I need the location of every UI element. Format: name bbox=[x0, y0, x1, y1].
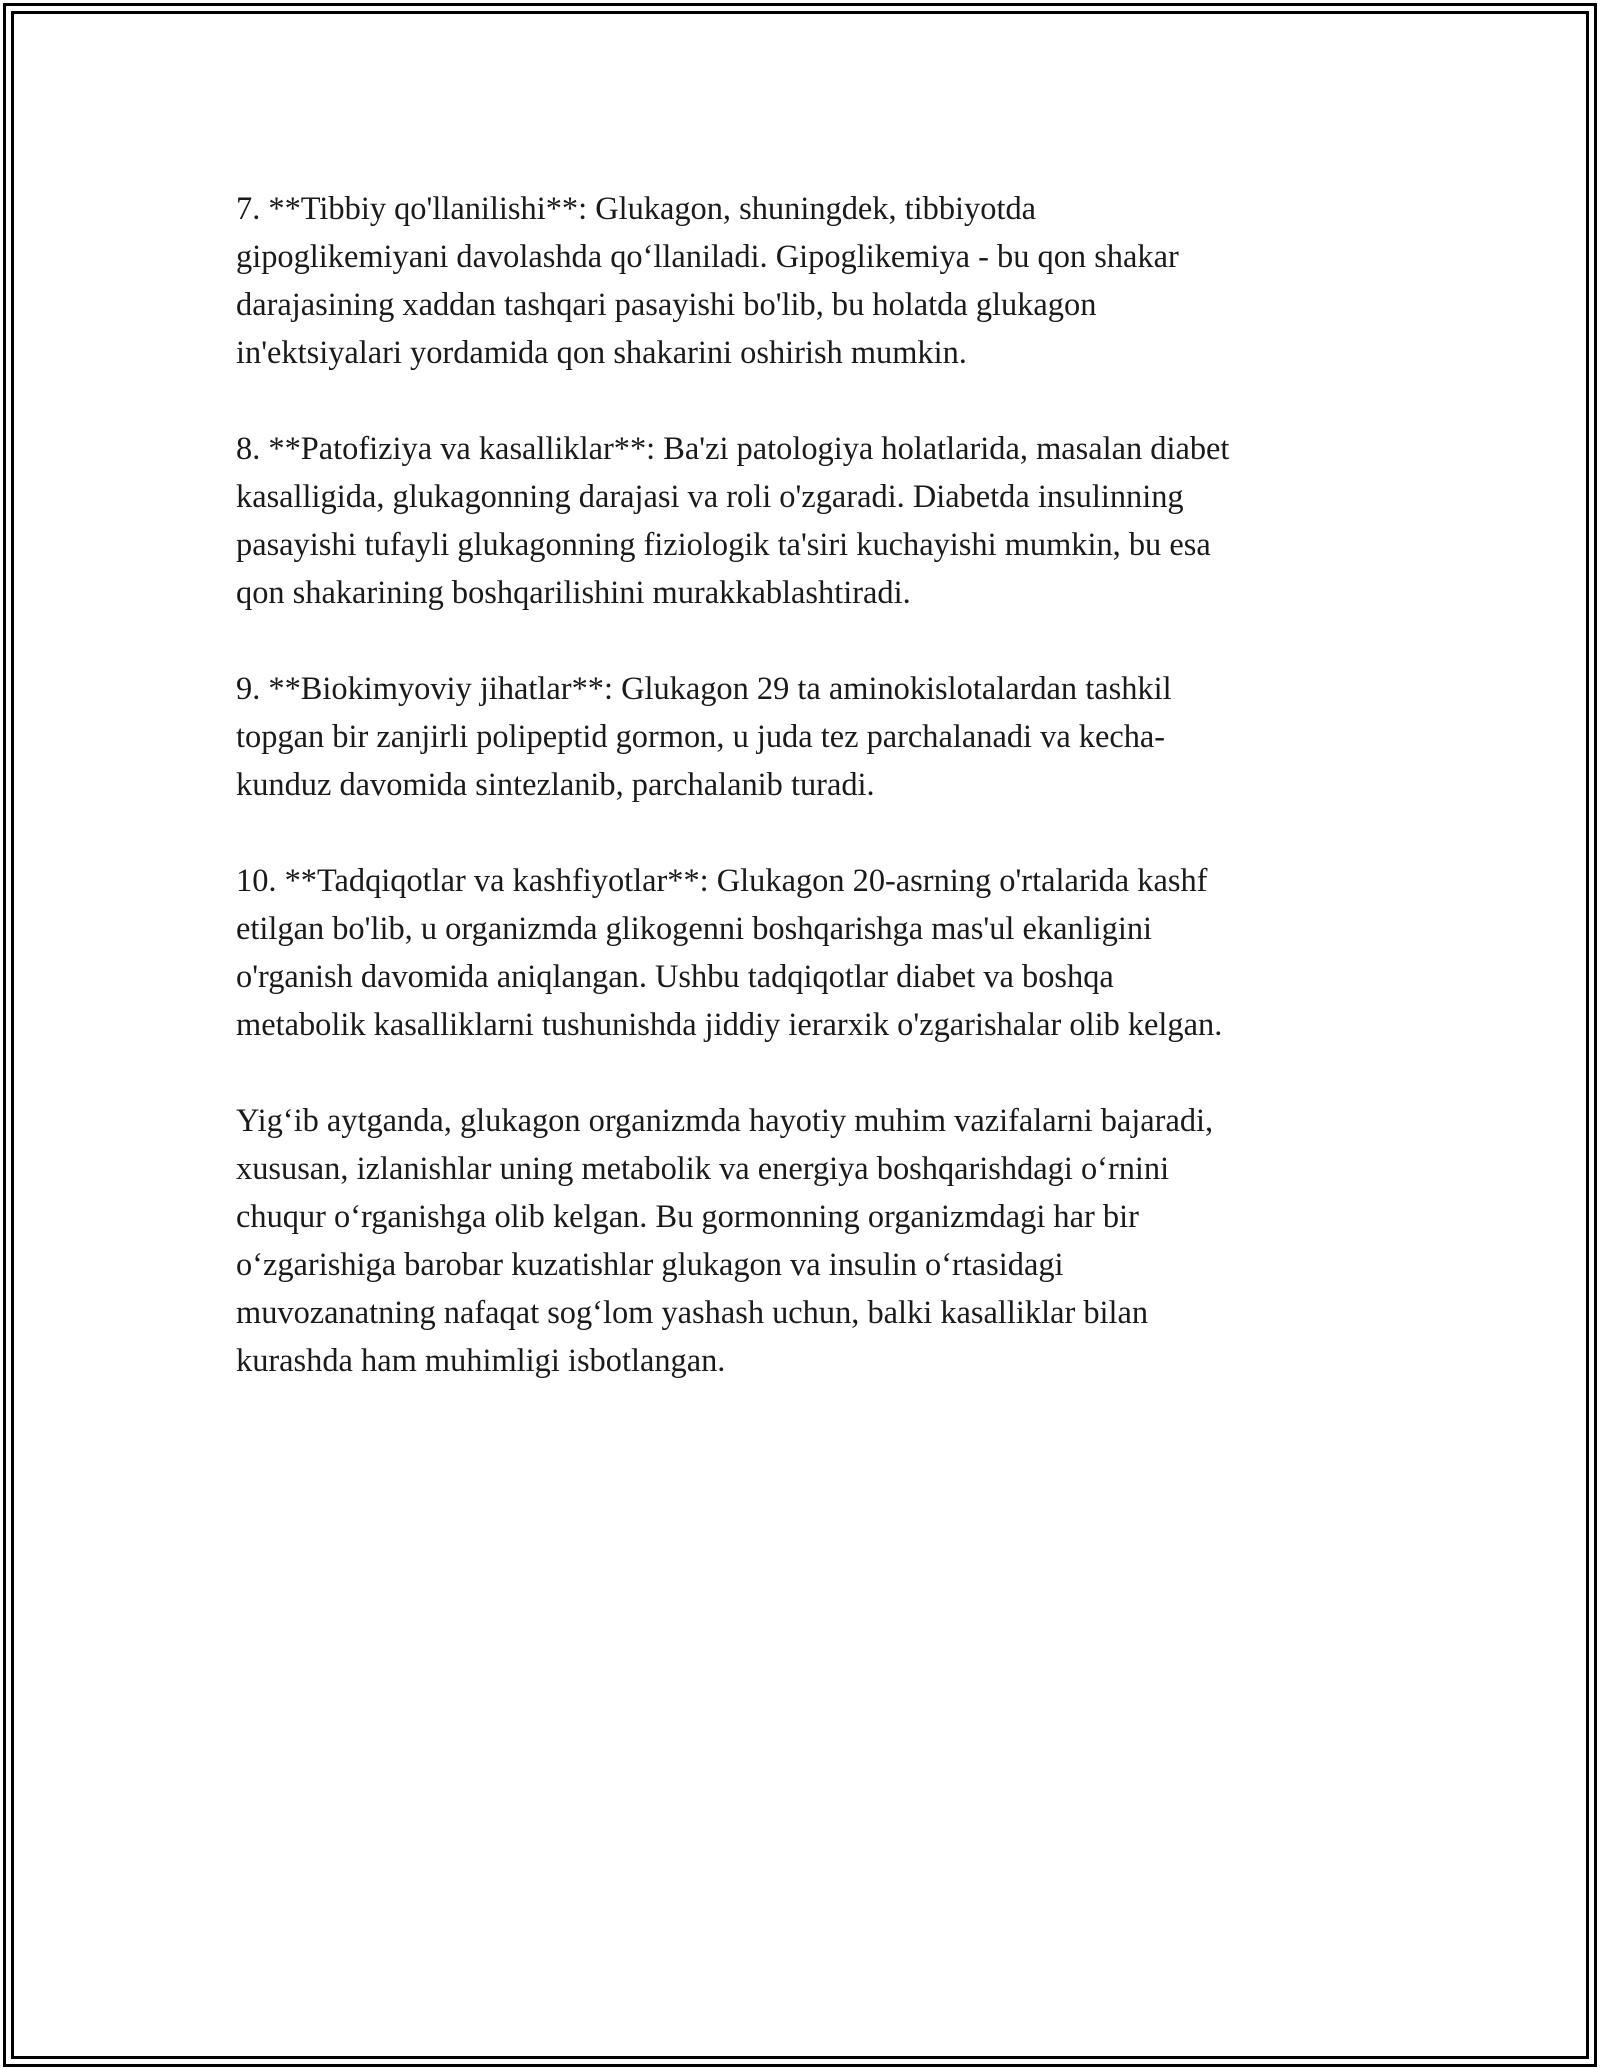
paragraph-10-research bbox=[236, 857, 1396, 1049]
text-line: chuqur o‘rganishga olib kelgan. Bu gormonning organizmdagi har bir bbox=[236, 1199, 1139, 1235]
text-line: topgan bir zanjirli polipeptid gormon, u juda tez parchalanadi va kecha- bbox=[236, 719, 1166, 755]
text-line: etilgan bo'lib, u organizmda glikogenni boshqarishga mas'ul ekanligini bbox=[236, 911, 1153, 947]
text-line: o‘zgarishiga barobar kuzatishlar glukagon va insulin o‘rtasidagi bbox=[236, 1247, 1064, 1283]
text-line: kasalligida, glukagonning darajasi va roli o'zgaradi. Diabetda insulinning bbox=[236, 479, 1184, 515]
text-line: muvozanatning nafaqat sog‘lom yashash uchun, balki kasalliklar bilan bbox=[236, 1295, 1149, 1331]
text-line: in'ektsiyalari yordamida qon shakarini oshirish mumkin. bbox=[236, 335, 967, 371]
text-line: 10. **Tadqiqotlar va kashfiyotlar**: Glukagon 20-asrning o'rtalarida kashf bbox=[236, 863, 1208, 899]
document-body bbox=[236, 185, 1396, 1433]
text-line: 9. **Biokimyoviy jihatlar**: Glukagon 29 ta aminokislotalardan tashkil bbox=[236, 671, 1172, 707]
text-line: 8. **Patofiziya va kasalliklar**: Ba'zi patologiya holatlarida, masalan diabet bbox=[236, 431, 1230, 467]
text-line: kunduz davomida sintezlanib, parchalanib turadi. bbox=[236, 767, 875, 803]
text-line: gipoglikemiyani davolashda qo‘llaniladi. Gipoglikemiya - bu qon shakar bbox=[236, 239, 1179, 275]
paragraph-9-biochemical bbox=[236, 665, 1396, 809]
text-line: o'rganish davomida aniqlangan. Ushbu tadqiqotlar diabet va boshqa bbox=[236, 959, 1114, 995]
text-line: metabolik kasalliklarni tushunishda jiddiy ierarxik o'zgarishalar olib kelgan. bbox=[236, 1007, 1223, 1043]
paragraph-summary bbox=[236, 1097, 1396, 1385]
paragraph-7-medical-use bbox=[236, 185, 1396, 377]
text-line: qon shakarining boshqarilishini murakkablashtiradi. bbox=[236, 575, 911, 611]
text-line: xususan, izlanishlar uning metabolik va energiya boshqarishdagi o‘rnini bbox=[236, 1151, 1170, 1187]
text-line: pasayishi tufayli glukagonning fiziologik ta'siri kuchayishi mumkin, bu esa bbox=[236, 527, 1211, 563]
text-line: Yig‘ib aytganda, glukagon organizmda hayotiy muhim vazifalarni bajaradi, bbox=[236, 1103, 1214, 1139]
text-line: darajasining xaddan tashqari pasayishi bo'lib, bu holatda glukagon bbox=[236, 287, 1097, 323]
paragraph-8-pathophysiology bbox=[236, 425, 1396, 617]
text-line: kurashda ham muhimligi isbotlangan. bbox=[236, 1343, 726, 1379]
text-line: 7. **Tibbiy qo'llanilishi**: Glukagon, shuningdek, tibbiyotda bbox=[236, 191, 1037, 227]
